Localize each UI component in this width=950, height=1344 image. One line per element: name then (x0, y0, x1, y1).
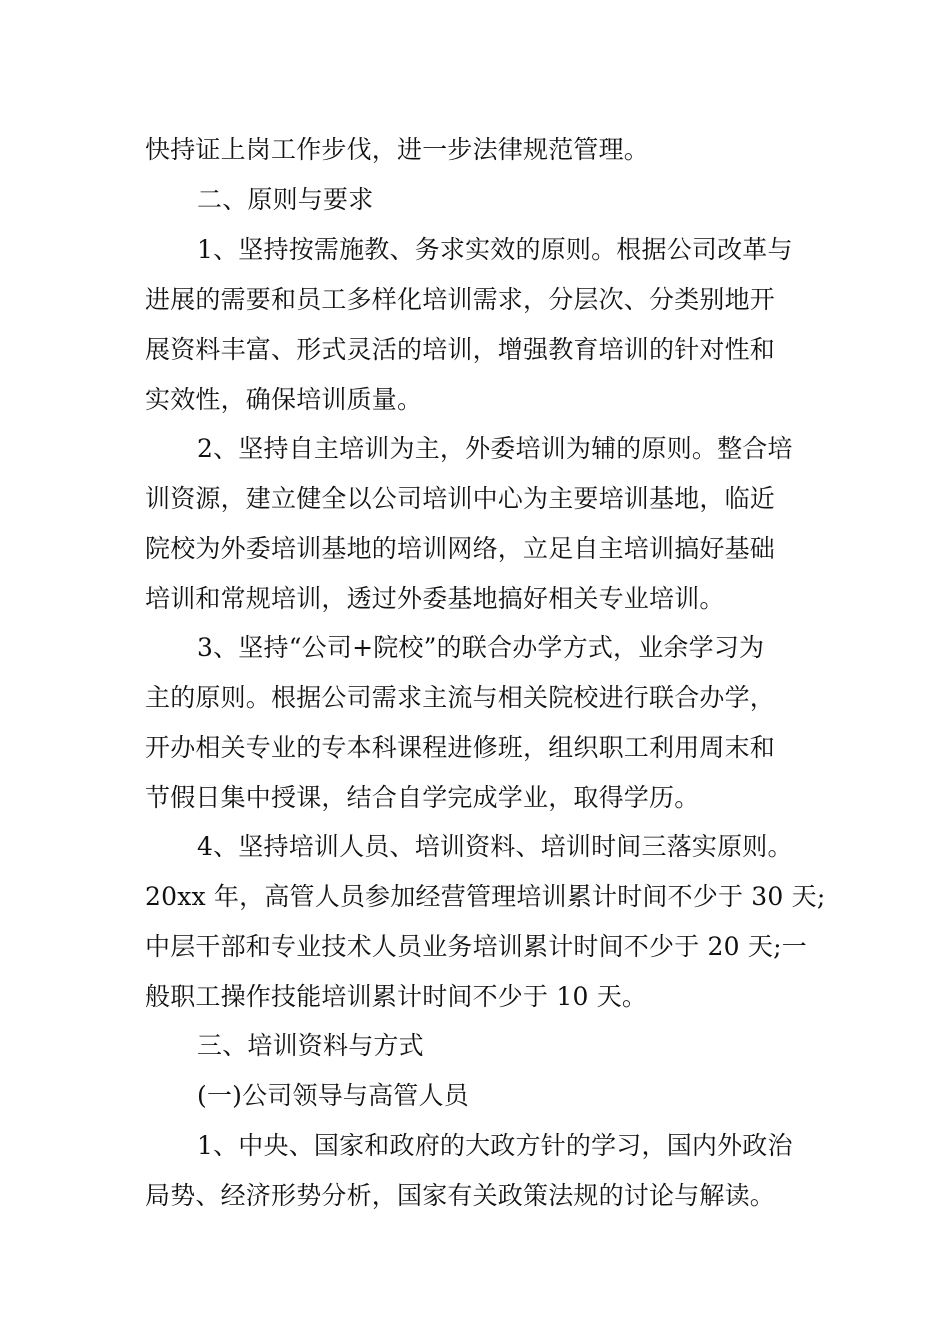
paragraph-line: 1、中央、国家和政府的大政方针的学习，国内外政治 (197, 1131, 793, 1160)
paragraph-line: 快持证上岗工作步伐，进一步法律规范管理。 (145, 135, 650, 164)
paragraph-line: 进展的需要和员工多样化培训需求，分层次、分类别地开 (145, 285, 776, 314)
section-heading: 三、培训资料与方式 (197, 1031, 424, 1060)
paragraph-line: 1、坚持按需施教、务求实效的原则。根据公司改革与 (197, 235, 793, 264)
paragraph-line: 展资料丰富、形式灵活的培训，增强教育培训的针对性和 (145, 335, 776, 364)
paragraph-line: 局势、经济形势分析，国家有关政策法规的讨论与解读。 (145, 1181, 776, 1210)
paragraph-line: 中层干部和专业技术人员业务培训累计时间不少于 20 天;一 (145, 932, 807, 961)
subsection-heading: (一)公司领导与高管人员 (197, 1081, 469, 1110)
paragraph-line: 节假日集中授课，结合自学完成学业，取得学历。 (145, 783, 700, 812)
paragraph-line: 2、坚持自主培训为主，外委培训为辅的原则。整合培 (197, 434, 793, 463)
paragraph-line: 实效性，确保培训质量。 (145, 385, 423, 414)
paragraph-line: 主的原则。根据公司需求主流与相关院校进行联合办学， (145, 683, 776, 712)
paragraph-line: 4、坚持培训人员、培训资料、培训时间三落实原则。 (197, 832, 793, 861)
paragraph-line: 开办相关专业的专本科课程进修班，组织职工利用周末和 (145, 733, 776, 762)
paragraph-line: 3、坚持“公司+院校”的联合办学方式，业余学习为 (197, 633, 765, 662)
paragraph-line: 训资源，建立健全以公司培训中心为主要培训基地，临近 (145, 484, 776, 513)
section-heading: 二、原则与要求 (197, 185, 374, 214)
paragraph-line: 般职工操作技能培训累计时间不少于 10 天。 (145, 982, 648, 1011)
paragraph-line: 20xx 年，高管人员参加经营管理培训累计时间不少于 30 天; (145, 882, 826, 911)
paragraph-line: 培训和常规培训，透过外委基地搞好相关专业培训。 (145, 584, 725, 613)
paragraph-line: 院校为外委培训基地的培训网络，立足自主培训搞好基础 (145, 534, 776, 563)
